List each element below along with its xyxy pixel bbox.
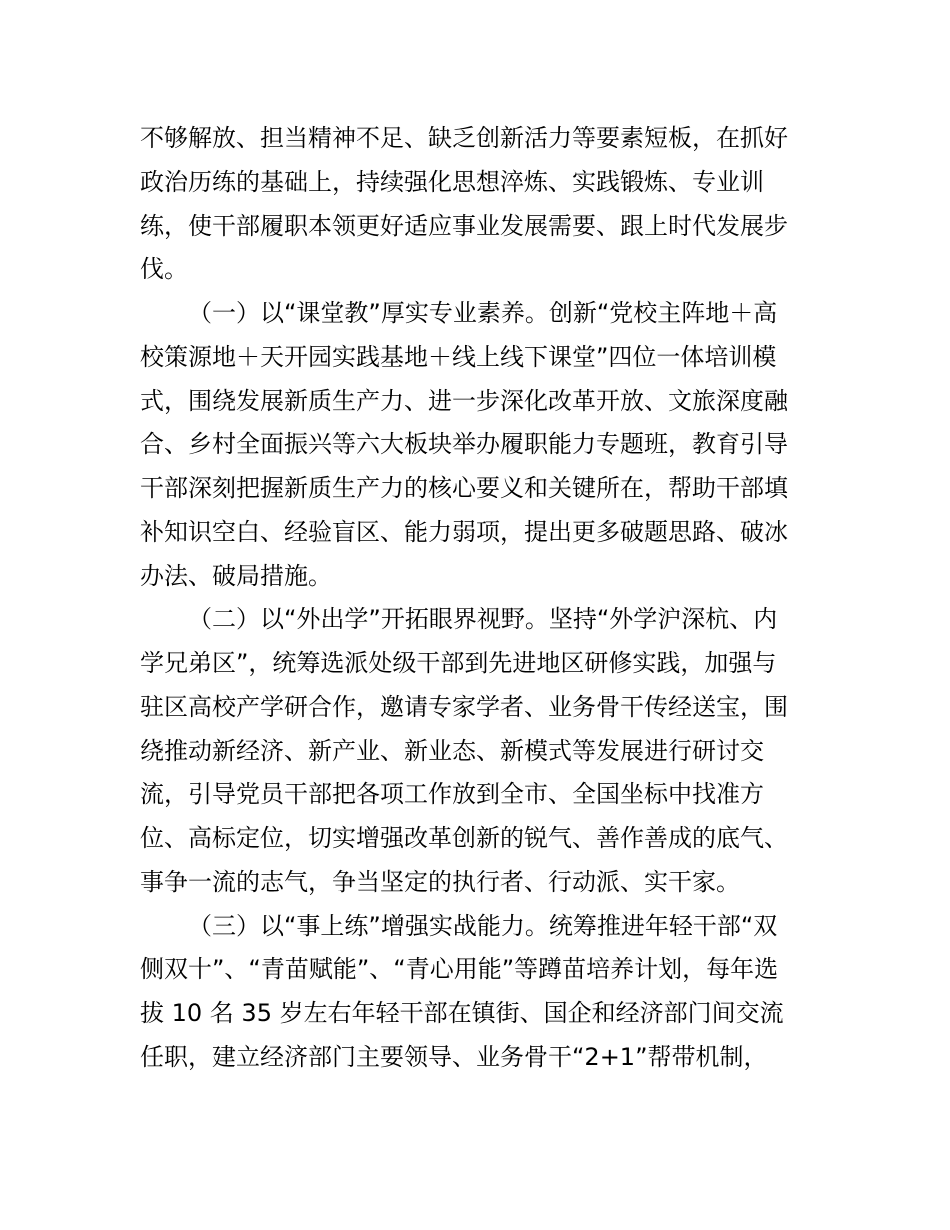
text-line-first: （三）以“事上练”增强实战能力。统筹推进年轻干部“双 — [188, 911, 778, 940]
text-line: 拔 10 名 35 岁左右年轻干部在镇街、国企和经济部门间交流 — [140, 999, 784, 1027]
paragraph-3 — [140, 598, 812, 904]
text-line: 学兄弟区”，统筹选派处级干部到先进地区研修实践，加强与 — [140, 649, 777, 677]
text-line: 侧双十”、“青苗赋能”、“青心用能”等蹲苗培养计划，每年选 — [140, 955, 779, 984]
paragraph-2 — [140, 292, 812, 598]
paragraph-4 — [140, 905, 812, 1080]
text-line-first: （二）以“外出学”开拓眼界视野。坚持“外学沪深杭、内 — [188, 605, 778, 634]
document-page — [140, 117, 812, 1080]
text-line: 伐。 — [140, 255, 188, 284]
text-line: 事争一流的志气，争当坚定的执行者、行动派、实干家。 — [140, 867, 740, 896]
paragraph-1 — [140, 117, 812, 292]
text-line: 练，使干部履职本领更好适应事业发展需要、跟上时代发展步 — [140, 211, 788, 240]
text-line: 位、高标定位，切实增强改革创新的锐气、善作善成的底气、 — [140, 824, 788, 852]
text-line: 不够解放、担当精神不足、缺乏创新活力等要素短板，在抓好 — [140, 124, 788, 152]
text-line: 合、乡村全面振兴等六大板块举办履职能力专题班，教育引导 — [140, 430, 788, 459]
text-line: 校策源地＋天开园实践基地＋线上线下课堂”四位一体培训模 — [140, 342, 777, 371]
text-line: 补知识空白、经验盲区、能力弱项，提出更多破题思路、破冰 — [140, 517, 788, 546]
text-line: 流，引导党员干部把各项工作放到全市、全国坐标中找准方 — [140, 780, 764, 809]
text-line: 任职，建立经济部门主要领导、业务骨干“2+1”帮带机制， — [140, 1042, 768, 1071]
text-line: 政治历练的基础上，持续强化思想淬炼、实践锻炼、专业训 — [140, 167, 764, 196]
text-line: 干部深刻把握新质生产力的核心要义和关键所在，帮助干部填 — [140, 474, 788, 502]
text-line: 绕推动新经济、新产业、新业态、新模式等发展进行研讨交 — [140, 736, 764, 765]
text-line-first: （一）以“课堂教”厚实专业素养。创新“党校主阵地＋高 — [188, 299, 778, 327]
text-line: 式，围绕发展新质生产力、进一步深化改革开放、文旅深度融 — [140, 386, 788, 415]
text-line: 办法、破局措施。 — [140, 561, 332, 590]
text-line: 驻区高校产学研合作，邀请专家学者、业务骨干传经送宝，围 — [140, 692, 788, 721]
